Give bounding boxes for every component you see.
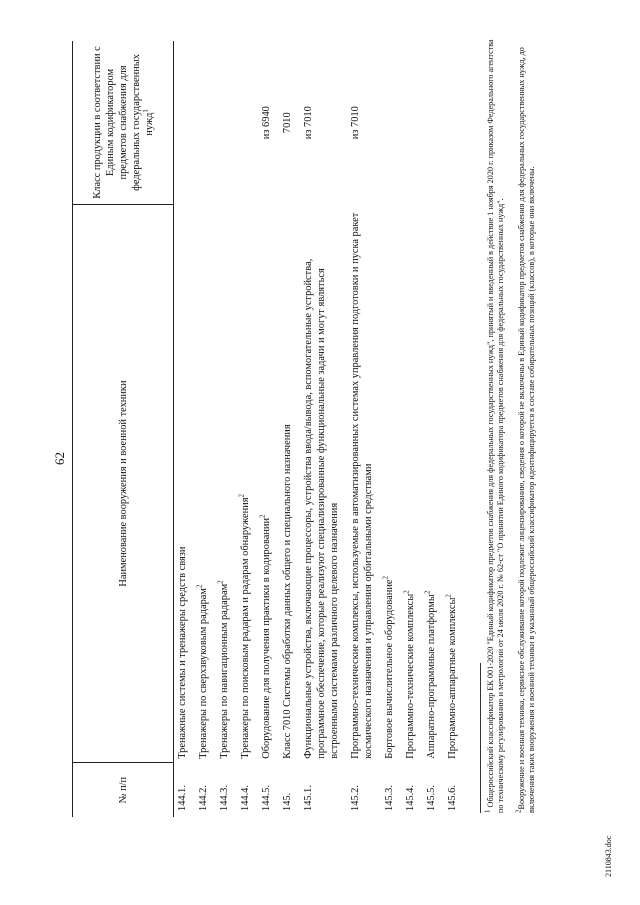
table-row (216, 41, 237, 817)
row-num: 145.6. (447, 785, 458, 811)
row-num: 144.2. (198, 785, 209, 811)
row-num: 145.4. (405, 785, 416, 811)
row-footnote-mark: 2 (423, 590, 432, 595)
header-num: № п/п (73, 763, 174, 817)
row-class: из 7010 (350, 106, 361, 140)
table-row (423, 41, 444, 817)
row-num: 144.3. (219, 785, 230, 811)
page-number: 62 (52, 452, 67, 465)
row-footnote-mark: 2 (258, 514, 267, 518)
row-name-text: Функциональные устройства, включающие процессоры, устройства ввода/вывода, вспомогательные устройства, программное обеспечение, которые реализуют специализированные функциональные задачи и могут являться встроенными системами различного целевого назначения (303, 258, 340, 759)
row-name-text: Бортовое вычислительное оборудование (384, 579, 395, 759)
row-class (423, 41, 444, 204)
table-row (174, 41, 196, 817)
row-footnote-mark: 2 (402, 590, 411, 594)
row-name-text: Тренажеры по сверхзвуковым радарам (198, 588, 209, 759)
row-name-text: Тренажеры по навигационным радарам (219, 583, 230, 759)
row-name-text: Программно-технические комплексы (405, 593, 416, 759)
row-footnote-mark: 2 (381, 576, 390, 580)
row-name (381, 204, 402, 762)
table-row (237, 41, 258, 817)
row-name (300, 204, 347, 762)
row-name (347, 204, 381, 762)
row-class (381, 41, 402, 204)
row-num: 145. (282, 792, 293, 811)
row-num: 144.1. (177, 785, 188, 811)
table-row (402, 41, 423, 817)
row-class (195, 41, 216, 204)
row-num: 145.1. (303, 785, 314, 811)
row-name (444, 204, 465, 762)
footnote-2 (514, 37, 537, 813)
row-class: 7010 (282, 112, 293, 134)
row-class: из 6940 (261, 106, 272, 140)
table-body (174, 41, 466, 817)
table-row (195, 41, 216, 817)
row-name (402, 204, 423, 762)
row-name (423, 204, 444, 762)
row-num: 144.5. (261, 785, 272, 811)
table-row (444, 41, 465, 817)
row-class: из 7010 (303, 106, 314, 140)
row-num: 145.2. (350, 785, 361, 811)
header-class-text: Класс продукции в соответствии с Единым кодификатором предметов снабжения для федеральных государственных нужд (91, 46, 155, 199)
row-name (279, 204, 300, 762)
row-name (195, 204, 216, 762)
row-class (237, 41, 258, 204)
row-num: 145.5. (426, 785, 437, 811)
row-class (216, 41, 237, 204)
row-name-text: Оборудование для получения практики в кодировании (261, 517, 272, 759)
row-class (174, 41, 196, 204)
row-name (237, 204, 258, 762)
row-footnote-mark: 2 (216, 580, 225, 584)
footnote-1 (483, 37, 506, 813)
row-name (216, 204, 237, 762)
doc-id: 2110843.doc (604, 835, 613, 877)
row-class (402, 41, 423, 204)
row-name (258, 204, 279, 762)
row-name-text: Тренажные системы и тренажеры средств связи (177, 546, 188, 759)
row-name-text: Программно-технические комплексы, используемые в автоматизированных системах управления подготовки и пуска ракет космического назначения и управления орбитальными средствами (350, 212, 374, 759)
footnote-1-mark: 1 (483, 809, 492, 813)
row-name-text: Аппаратно-программные платформы (426, 594, 437, 759)
row-footnote-mark: 2 (195, 584, 204, 589)
row-name (174, 204, 196, 762)
row-class (444, 41, 465, 204)
footnote-1-text: Общероссийский классификатор ЕК 001-2020 "Единый кодификатор предметов снабжения для федеральных государственных нужд", принятый и введенный в действие 1 ноября 2020 г. приказом Федерального агентства по техническому регулированию и метрологии от 24 июля 2020 г. № 62-ст "О принятии Единого кодификатора предметов снабжения для федеральных государственных нужд". (486, 39, 505, 813)
row-num: 144.4. (240, 785, 251, 811)
footnote-2-mark: 2 (514, 809, 523, 813)
weapons-table (72, 41, 465, 817)
header-class (73, 41, 174, 204)
row-name-text: Класс 7010 Системы обработки данных общего и специального назначения (282, 424, 293, 759)
footnote-2-text: Вооружение и военная техника, сервисное обслуживание которой подлежит лицензированию, сведения о которой не включены в Единый кодификатор предметов снабжения для федеральных государственных нужд, до включения таких вооружения и военной техники в указанный общероссийский классификатор идентифицируется в составе собирательных позиций (классов), в которые они включены. (517, 47, 536, 813)
table-row (279, 41, 300, 817)
table-row (381, 41, 402, 817)
table-row (300, 41, 347, 817)
table-row (258, 41, 279, 817)
row-footnote-mark: 2 (237, 493, 246, 498)
row-name-text: Программно-аппаратные комплексы (447, 597, 458, 759)
header-name: Наименование вооружения и военной техники (73, 204, 174, 762)
table-row (347, 41, 381, 817)
row-name-text: Тренажеры по поисковым радарам и радарам обнаружения (240, 497, 251, 759)
row-num: 145.3. (384, 785, 395, 811)
header-class-footnote-mark: 1 (141, 109, 150, 113)
footnote-separator (480, 663, 481, 813)
table-header-row (73, 41, 174, 817)
row-footnote-mark: 2 (444, 594, 453, 598)
